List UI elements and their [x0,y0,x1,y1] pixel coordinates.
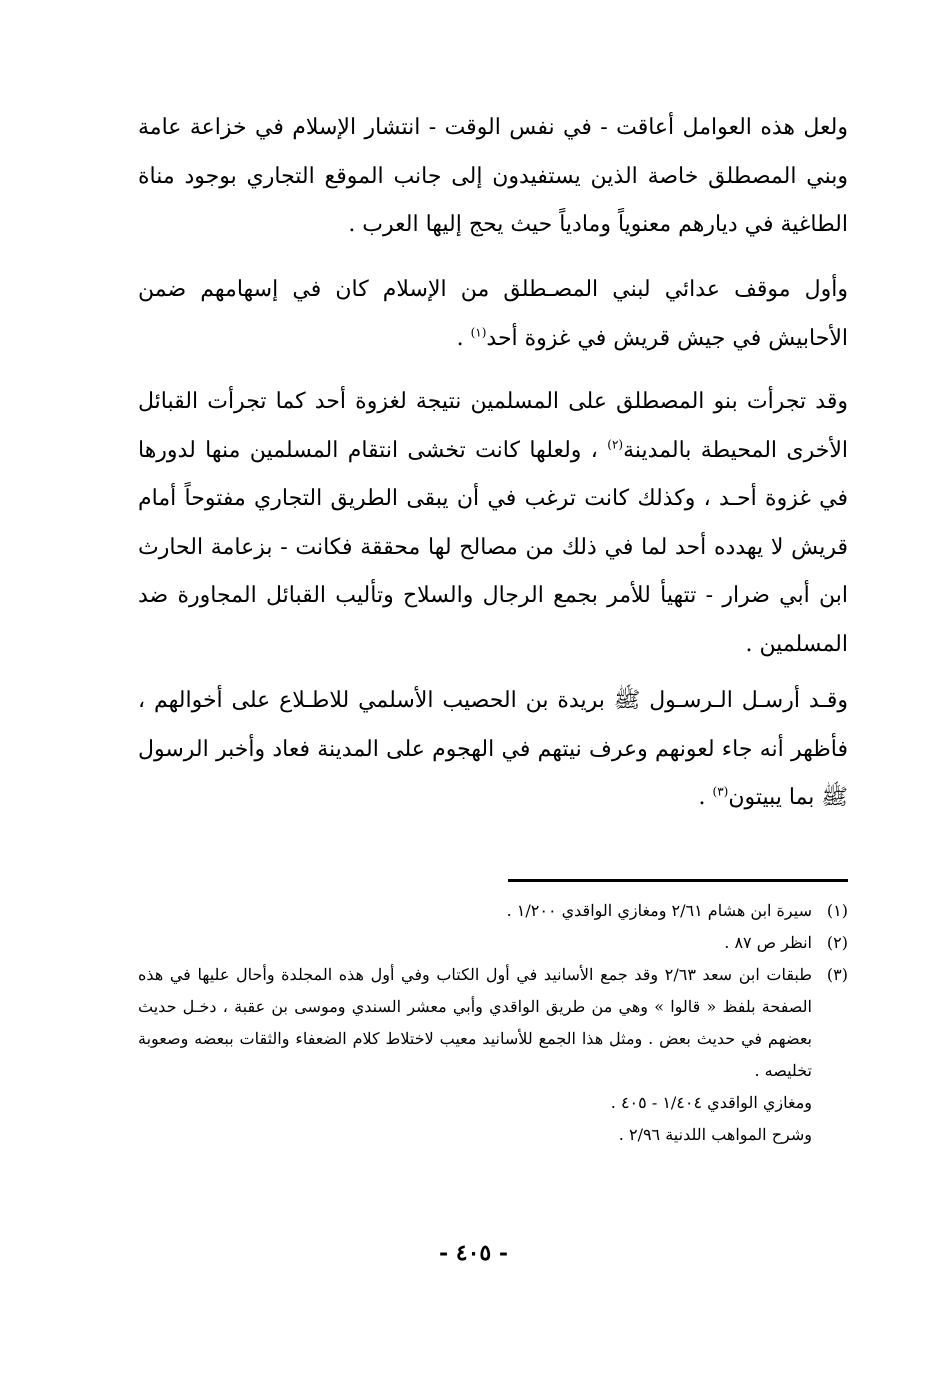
paragraph-tail: . [456,325,471,351]
footnote-number: (١) [826,901,848,920]
page-number: - ٤٠٥ - [438,1240,509,1266]
footnote-number: (٣) [826,965,848,984]
paragraph-text: وأول موقف عدائي لبني المصـطلق من الإسلام كان في إسهامهم ضمن الأحابيش في جيش قريش في غزوة أحد [138,277,848,351]
footnote-text: انظر ص ٨٧ . [724,933,812,952]
footnote-continuation: ومغازي الواقدي ١/٤٠٤ - ٤٠٥ . [610,1093,812,1112]
footnote [138,895,848,927]
body-paragraph [138,266,848,363]
footnote-separator [508,879,848,882]
footnotes [138,895,848,1151]
footnote-reference[interactable]: (٢) [607,437,624,452]
footnote-reference[interactable]: (١) [470,325,487,340]
footnote-text: سيرة ابن هشام ٢/٦١ ومغازي الواقدي ١/٢٠٠ . [506,901,812,920]
paragraph-text: وقد تجرأت بنو المصطلق على المسلمين نتيجة لغزوة أحد كما تجرأت القبائل الأخرى المحيطة بالمدينة [138,389,848,463]
paragraph-tail: . [698,785,713,810]
paragraph-text: وقـد أرسـل الـرسـول ﷺ بريدة بن الحصيب الأسلمي للاطـلاع على أخوالهم ، فأظهر أنه جاء لعونهم وعرف نيتهم في الهجوم على المدينة فعاد وأخبر الرسول ﷺ بما يبيتون [138,688,848,810]
body-paragraph [138,104,848,250]
footnote [138,927,848,959]
body-paragraph [138,677,848,823]
footnote-text: طبقات ابن سعد ٢/٦٣ وقد جمع الأسانيد في أول الكتاب وفي أول هذه المجلدة وأحال عليها في هذه الصفحة بلفظ « قالوا » وهي من طريق الواقدي وأبي معشر السندي وموسى بن عقبة ، دخـل حديث بعضهم في حديث بعض . ومثل هذا الجمع للأسانيد معيب لاختلاط كلام الضعفاء والثقات ببعضه وصعوبة تخليصه . [138,965,812,1080]
paragraph-tail: ، ولعلها كانت تخشى انتقام المسلمين منها لدورها في غزوة أحـد ، وكذلك كانت ترغب في أن يبقى الطريق التجاري مفتوحاً أمام قريش لا يهدده أحد لما في ذلك من مصالح لها محققة فكانت - بزعامة الحارث ابن أبي ضرار - تتهيأ للأمر بجمع الرجال والسلاح وتأليب القبائل المجاورة ضد المسلمين . [138,437,848,657]
footnote-number: (٢) [826,933,848,952]
paragraph-text: ولعل هذه العوامل أعاقت - في نفس الوقت - انتشار الإسلام في خزاعة عامة وبني المصطلق خاصة الذين يستفيدون إلى جانب الموقع التجاري بوجود مناة الطاغية في ديارهم معنوياً ومادياً حيث يحج إليها العرب . [138,115,848,237]
footnote-reference[interactable]: (٣) [712,784,729,799]
footnote-continuation: وشرح المواهب اللدنية ٢/٩٦ . [618,1125,812,1144]
footnote [138,959,848,1087]
body-paragraph [138,378,848,669]
